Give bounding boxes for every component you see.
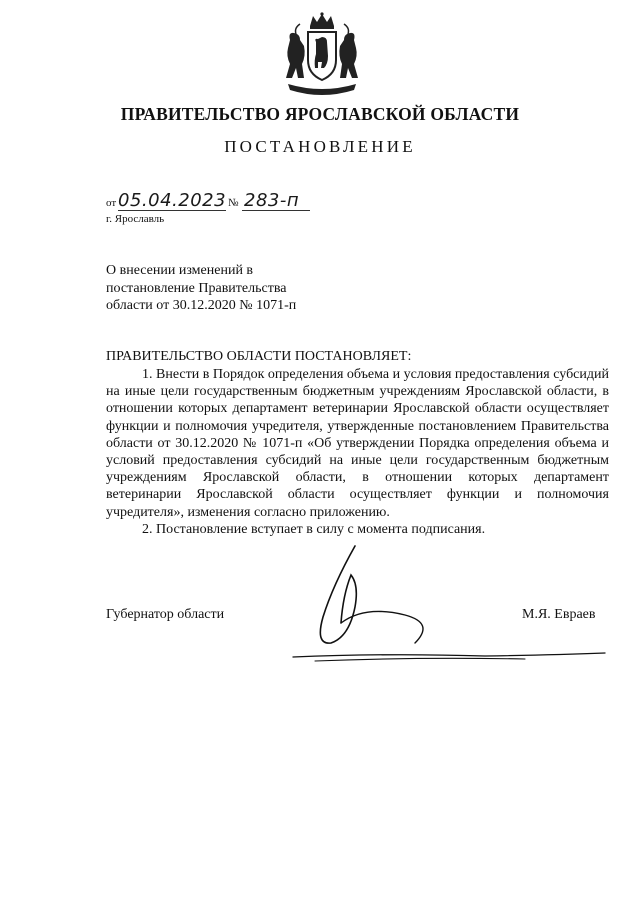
subject-line: О внесении изменений в <box>106 263 254 278</box>
subject-line: постановление Правительства <box>106 280 287 296</box>
signer-position: Губернатор области <box>106 607 225 622</box>
city: г. Ярославль <box>106 213 165 225</box>
number-underline <box>242 210 310 211</box>
handwritten-number: 283-п <box>244 190 300 211</box>
handwritten-signature <box>285 545 615 675</box>
date-underline <box>118 210 226 211</box>
paragraph-1: 1. Внести в Порядок определения объема и условия предоставления субсидий на иные цели государственным бюджетным учреждениям Ярославской области, в отношении которых департамент ветеринарии Ярославской области осуществляет функции и полномочия учредителя, утвержденные постановлением Правительства области от 30.12.2020 № 1071-п «Об утверждении Порядка определения объема и условий предоставления субсидий на иные цели государственным бюджетным учреждениям Ярославской области, в отношении которых департамент ветеринарии Ярославской области осуществляет функции и полномочия учредителя», изменения согласно приложению. <box>106 367 609 520</box>
subject-line: области от 30.12.2020 № 1071-п <box>106 298 297 313</box>
document-body <box>106 366 609 538</box>
preamble: ПРАВИТЕЛЬСТВО ОБЛАСТИ ПОСТАНОВЛЯЕТ: <box>106 349 412 364</box>
document-type: ПОСТАНОВЛЕНИЕ <box>224 137 416 156</box>
document-subject <box>106 262 326 315</box>
government-title: ПРАВИТЕЛЬСТВО ЯРОСЛАВСКОЙ ОБЛАСТИ <box>120 104 520 124</box>
number-label: № <box>228 197 239 209</box>
yaroslavl-coat-of-arms-icon <box>280 12 364 98</box>
paragraph-2: 2. Постановление вступает в силу с момента подписания. <box>142 521 486 537</box>
handwritten-date: 05.04.2023 <box>118 190 227 211</box>
signer-name: М.Я. Евраев <box>522 607 596 622</box>
date-label: от <box>106 197 117 209</box>
